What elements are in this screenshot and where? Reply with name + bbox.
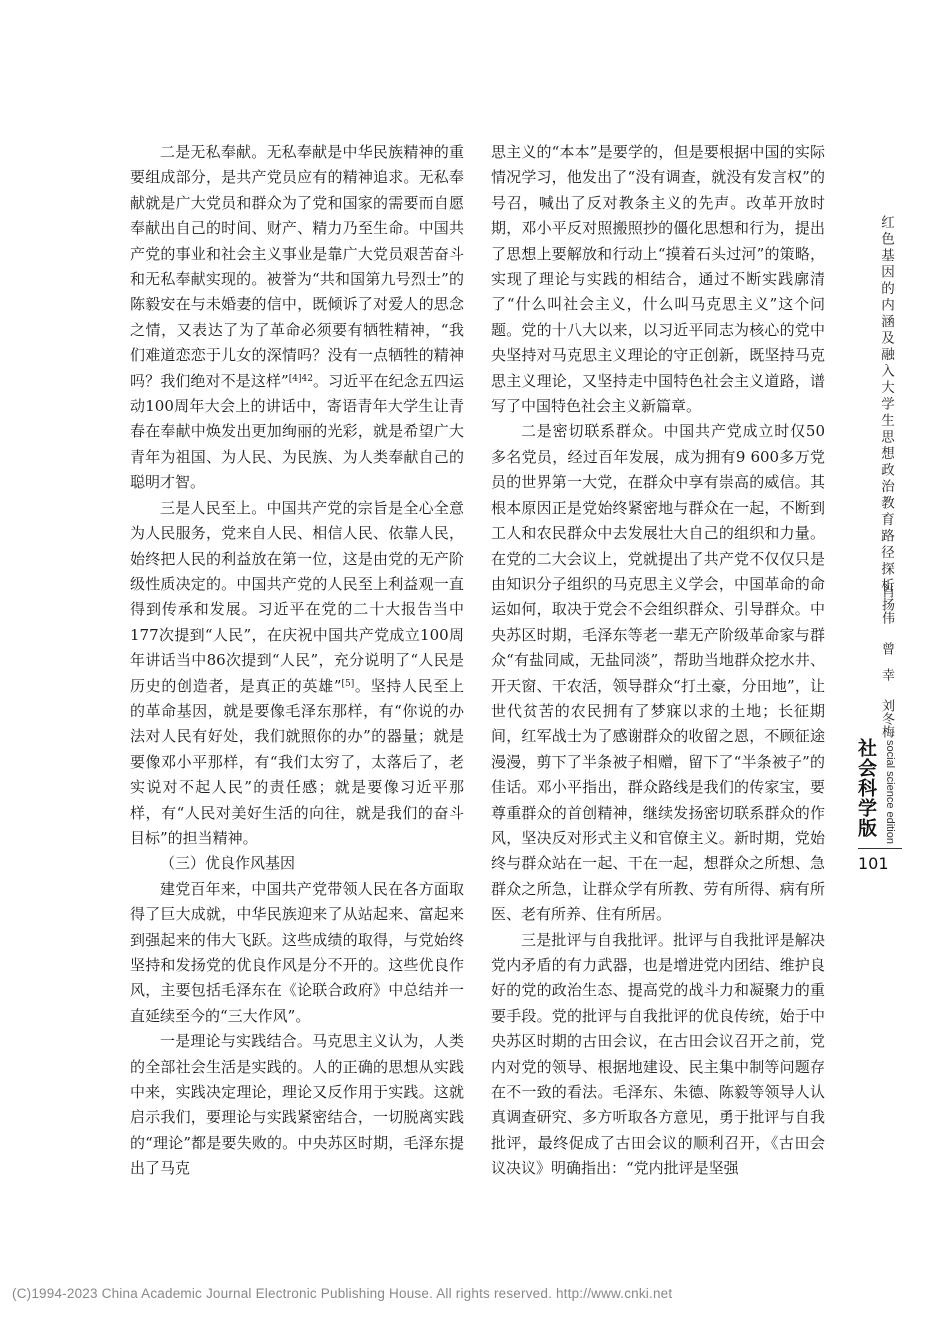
edition-chinese: 社会科学版 bbox=[855, 738, 877, 838]
running-article-title: 红色基因的内涵及融入大学生思想政治教育路径探析 bbox=[878, 215, 894, 595]
author-2: 曾 幸 bbox=[879, 642, 894, 681]
page-number-rule bbox=[858, 848, 902, 849]
right-column bbox=[491, 140, 825, 1182]
paragraph-people-first: 三是人民至上。中国共产党的宗旨是全心全意为人民服务，党来自人民、相信人民、依靠人民，始终把人民的利益放在第一位，这是由党的无产阶级性质决定的。中国共产党的人民至上利益观一直得到传承和发展。习近平在党的二十大报告当中177次提到“人民”，在庆祝中国共产党成立100周年讲话当中86次提到“人民”，充分说明了“人民是历史的创造者，是真正的英雄”[5]。坚持人民至上的革命基因，就是要像毛泽东那样，有“你说的办法对人民有好处，我们就照你的办”的器量；就是要像邓小平那样，有“我们太穷了，太落后了，老实说对不起人民”的责任感；就是要像习近平那样，有“人民对美好生活的向往，就是我们的奋斗目标”的担当精神。 bbox=[130, 498, 464, 847]
citation-ref: [5] bbox=[341, 678, 355, 689]
paragraph-mass-line: 二是密切联系群众。中国共产党成立时仅50多名党员，经过百年发展，成为拥有9 600多万党员的世界第一大党，在群众中享有崇高的威信。其根本原因正是党始终紧密地与群众在一起，不断到工人和农民群众中去发展壮大自己的组织和力量。在党的二大会议上，党就提出了共产党不仅仅只是由知识分子组织的马克思主义学会，中国革命的命运如何，取决于党会不会组织群众、引导群众。中央苏区时期，毛泽东等老一辈无产阶级革命家与群众“有盐同咸，无盐同淡”，帮助当地群众挖水井、开天窗、干农活，领导群众“打土豪，分田地”，让世代贫苦的农民拥有了梦寐以求的土地；长征期间，红军战士为了感谢群众的收留之恩，不顾征途漫漫，剪下了半条被子相赠，留下了“半条被子”的佳话。邓小平指出，群众路线是我们的传家宝，要尊重群众的首创精神，继续发扬密切联系群众的作风，坚决反对形式主义和官僚主义。新时期，党始终与群众站在一起、干在一起，想群众之所想、急群众之所急，让群众学有所教、劳有所得、病有所医、老有所养、住有所居。 bbox=[491, 422, 825, 924]
left-column bbox=[130, 140, 464, 1182]
paragraph-theory-practice: 一是理论与实践结合。马克思主义认为，人类的全部社会生活是实践的。人的正确的思想从实践中来，实践决定理论，理论又反作用于实践。这就启示我们，要理论与实践紧密结合，一切脱离实践的“理论”都是要失败的。中央苏区时期，毛泽东提出了马克 bbox=[130, 1032, 464, 1178]
citation-ref: [4]42 bbox=[288, 373, 313, 384]
journal-edition-label bbox=[855, 738, 918, 858]
paragraph-fine-style-intro: 建党百年来，中国共产党带领人民在各方面取得了巨大成就，中华民族迎来了从站起来、富起来到强起来的伟大飞跃。这些成绩的取得，与党始终坚持和发扬党的优良作风是分不开的。这些优良作风，主要包括毛泽东在《论联合政府》中总结并一直延续至今的“三大作风”。 bbox=[130, 879, 464, 1025]
copyright-footer: (C)1994-2023 China Academic Journal Electronic Publishing House. All rights reserved. http://www.cnki.net bbox=[12, 1286, 673, 1301]
running-authors bbox=[876, 585, 896, 738]
paragraph-theory-practice-cont: 思主义的“本本”是要学的，但是要根据中国的实际情况学习，他发出了“没有调查，就没有发言权”的号召，喊出了反对教条主义的先声。改革开放时期，邓小平反对照搬照抄的僵化思想和行为，提出了思想上要解放和行动上“摸着石头过河”的策略，实现了理论与实践的相结合，通过不断实践廓清了“什么叫社会主义，什么叫马克思主义”这个问题。党的十八大以来，以习近平同志为核心的党中央坚持对马克思主义理论的守正创新，既坚持马克思主义理论，又坚持走中国特色社会主义道路，谱写了中国特色社会主义新篇章。 bbox=[491, 143, 825, 416]
author-1: 肖扬伟 bbox=[879, 585, 894, 624]
paragraph-criticism: 三是批评与自我批评。批评与自我批评是解决党内矛盾的有力武器，也是增进党内团结、维护良好的党的政治生态、提高党的战斗力和凝聚力的重要手段。党的批评与自我批评的优良传统，始于中央苏区时期的古田会议，在古田会议召开之前，党内对党的领导、根据地建设、民主集中制等问题存在不一致的看法。毛泽东、朱德、陈毅等领导人认真调查研究、多方听取各方意见，勇于批评与自我批评，最终促成了古田会议的顺利召开，《古田会议决议》明确指出：“党内批评是坚强 bbox=[491, 930, 825, 1178]
page-number: 101 bbox=[858, 854, 889, 873]
section-heading: （三）优良作风基因 bbox=[160, 854, 296, 873]
author-3: 刘冬梅 bbox=[879, 699, 894, 738]
paragraph-selfless-dedication: 二是无私奉献。无私奉献是中华民族精神的重要组成部分，是共产党员应有的精神追求。无私奉献就是广大党员和群众为了党和国家的需要而自愿奉献出自己的时间、财产、精力乃至生命。中国共产党的事业和社会主义事业是靠广大党员艰苦奋斗和无私奉献实现的。被誉为“共和国第九号烈士”的陈毅安在与未婚妻的信中，既倾诉了对爱人的思念之情，又表达了为了革命必须要有牺牲精神，“我们难道恋恋于儿女的深情吗？没有一点牺牲的精神吗？我们绝对不是这样”$^{[4]42}$。习近平在纪念五四运动100周年大会上的讲话中，寄语青年大学生让青春在奉献中焕发出更加绚丽的光彩，就是希望广大青年为祖国、为人民、为民族、为人类奉献自己的聪明才智。 bbox=[130, 143, 464, 492]
edition-english: social science edition bbox=[884, 740, 896, 844]
